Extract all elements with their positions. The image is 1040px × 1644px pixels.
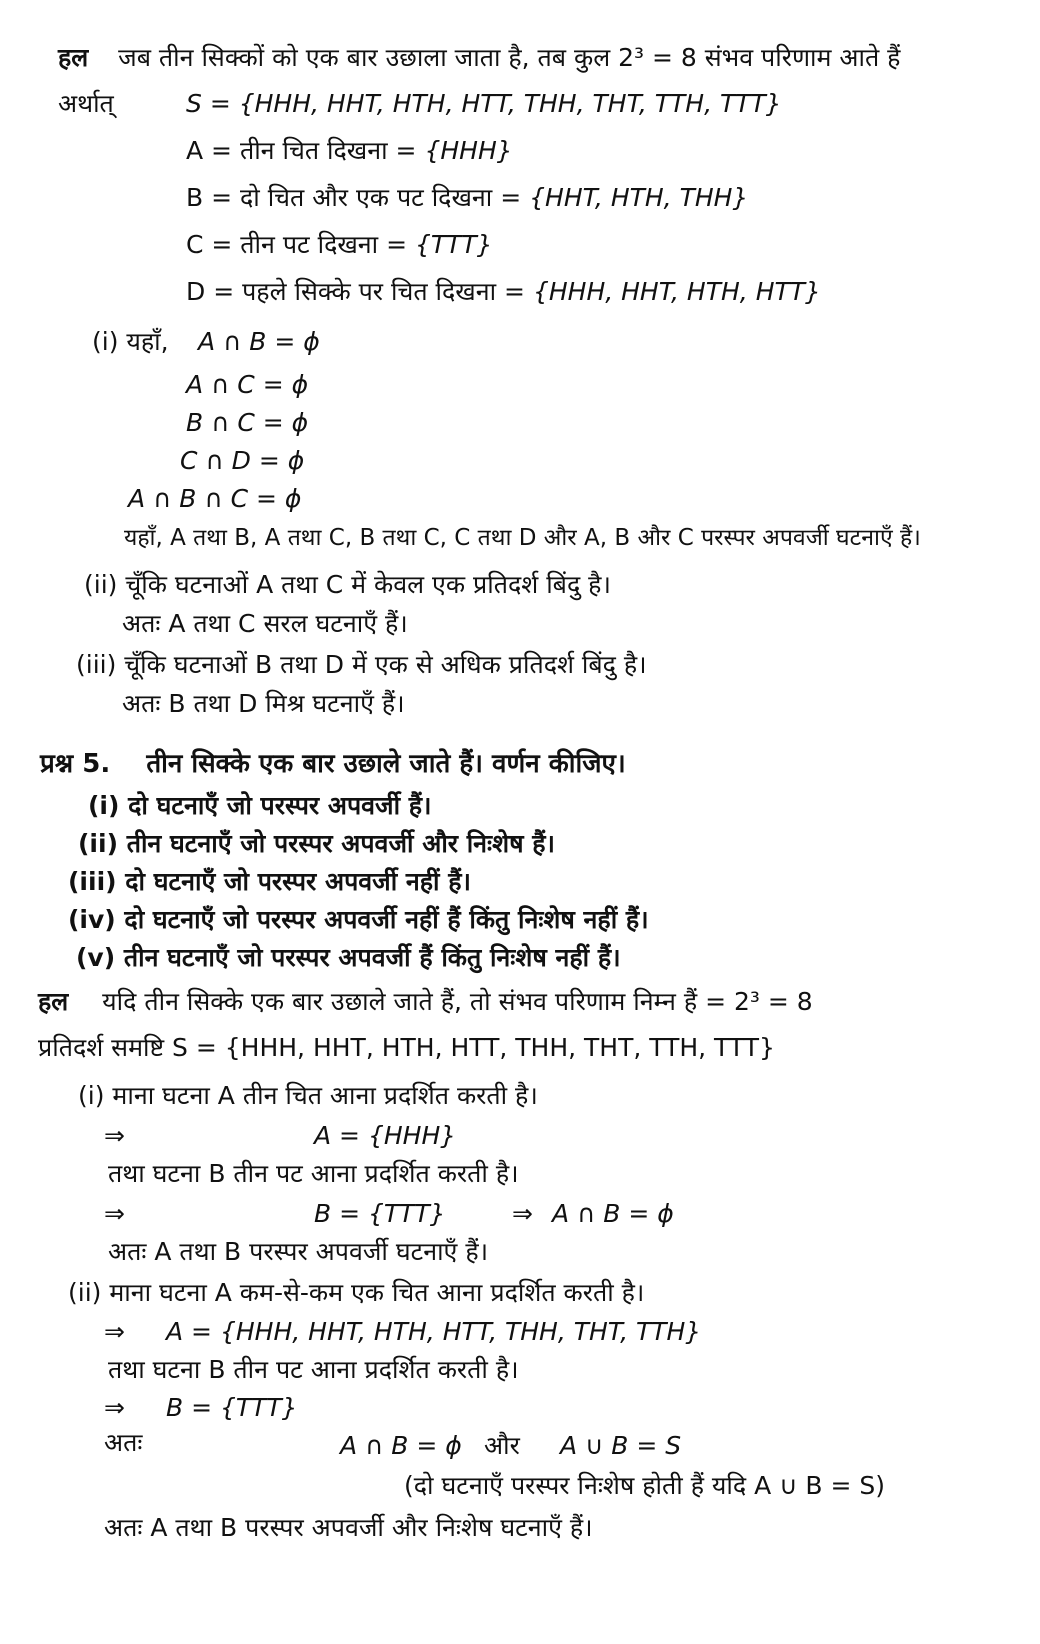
event-D-label: D = पहले सिक्के पर चित दिखना bbox=[186, 277, 497, 306]
intersection-AB: A ∩ B = ϕ bbox=[198, 327, 320, 356]
intersection-CD: C ∩ D = ϕ bbox=[180, 446, 305, 475]
sample-space-line: प्रतिदर्श समष्टि S = {HHH, HHT, HTH, HTT, THH, THT, TTH, TTT} bbox=[38, 1033, 775, 1062]
arthat-label: अर्थात् bbox=[58, 89, 114, 118]
sol-i-AB-intersection: A ∩ B = ϕ bbox=[552, 1199, 674, 1228]
implies-arrow: ⇒ bbox=[104, 1199, 125, 1228]
implies-arrow: ⇒ bbox=[104, 1317, 125, 1346]
part-ii-line2: अतः A तथा C सरल घटनाएँ हैं। bbox=[122, 609, 408, 638]
part-iii-line1: (iii) चूँकि घटनाओं B तथा D में एक से अधिक प्रतिदर्श बिंदु है। bbox=[76, 650, 647, 679]
part-i-marker: (i) यहाँ, bbox=[92, 327, 169, 356]
sol-i-conclusion: अतः A तथा B परस्पर अपवर्जी घटनाएँ हैं। bbox=[108, 1237, 489, 1266]
sol-i-B-set: B = {TTT} bbox=[314, 1199, 446, 1228]
event-B-def bbox=[186, 180, 748, 216]
solution-5-intro-line bbox=[38, 984, 813, 1020]
event-B-set: = {HHT, HTH, THH} bbox=[500, 183, 749, 212]
event-D-set: = {HHH, HHT, HTH, HTT} bbox=[504, 277, 821, 306]
part-iii-line2: अतः B तथा D मिश्र घटनाएँ हैं। bbox=[122, 689, 405, 718]
event-C-label: C = तीन पट दिखना bbox=[186, 230, 379, 259]
part-i-conclusion: यहाँ, A तथा B, A तथा C, B तथा C, C तथा D और A, B और C परस्पर अपवर्जी घटनाएँ हैं। bbox=[124, 525, 921, 551]
sol-i-line1: (i) माना घटना A तीन चित आना प्रदर्शित करती है। bbox=[78, 1081, 538, 1110]
solution-intro-line bbox=[58, 40, 900, 76]
event-C-def bbox=[186, 227, 493, 263]
sol-ii-AB-union: A ∪ B = S bbox=[560, 1431, 682, 1460]
implies-arrow: ⇒ bbox=[104, 1121, 125, 1150]
event-A-def bbox=[186, 133, 513, 169]
intersection-AC: A ∩ C = ϕ bbox=[186, 370, 309, 399]
sol-ii-line2: तथा घटना B तीन पट आना प्रदर्शित करती है। bbox=[108, 1355, 519, 1384]
sol-ii-A-set: A = {HHH, HHT, HTH, HTT, THH, THT, TTH} bbox=[166, 1317, 702, 1346]
question-5-text: तीन सिक्के एक बार उछाले जाते हैं। वर्णन कीजिए। bbox=[146, 749, 626, 779]
sample-space-S: S = {HHH, HHT, HTH, HTT, THH, THT, TTH, TTT} bbox=[186, 89, 782, 118]
aur-label: और bbox=[484, 1431, 520, 1460]
hal-label: हल bbox=[58, 43, 89, 72]
solution-5-intro: यदि तीन सिक्के एक बार उछाले जाते हैं, तो संभव परिणाम निम्न हैं = 2³ = 8 bbox=[102, 987, 813, 1016]
implies-arrow: ⇒ bbox=[512, 1199, 533, 1228]
event-D-def bbox=[186, 274, 821, 310]
question-5-item-iii: (iii) दो घटनाएँ जो परस्पर अपवर्जी नहीं हैं। bbox=[68, 867, 471, 896]
question-5-item-v: (v) तीन घटनाएँ जो परस्पर अपवर्जी हैं किंतु निःशेष नहीं हैं। bbox=[76, 943, 621, 972]
intersection-BC: B ∩ C = ϕ bbox=[186, 408, 309, 437]
intro-text: जब तीन सिक्कों को एक बार उछाला जाता है, तब कुल 2³ = 8 संभव परिणाम आते हैं bbox=[118, 43, 901, 72]
hal-label-2: हल bbox=[38, 987, 69, 1016]
sol-i-line2: तथा घटना B तीन पट आना प्रदर्शित करती है। bbox=[108, 1159, 519, 1188]
sol-ii-line1: (ii) माना घटना A कम-से-कम एक चित आना प्रदर्शित करती है। bbox=[68, 1278, 645, 1307]
question-5-item-ii: (ii) तीन घटनाएँ जो परस्पर अपवर्जी और निःशेष हैं। bbox=[78, 829, 555, 858]
sol-ii-conclusion: अतः A तथा B परस्पर अपवर्जी और निःशेष घटनाएँ हैं। bbox=[104, 1513, 593, 1542]
part-ii-line1: (ii) चूँकि घटनाओं A तथा C में केवल एक प्रतिदर्श बिंदु है। bbox=[84, 570, 611, 599]
sol-i-A-set: A = {HHH} bbox=[314, 1121, 457, 1150]
atah-label: अतः bbox=[104, 1428, 143, 1457]
question-5-item-i: (i) दो घटनाएँ जो परस्पर अपवर्जी हैं। bbox=[88, 791, 432, 820]
question-5-item-iv: (iv) दो घटनाएँ जो परस्पर अपवर्जी नहीं हैं किंतु निःशेष नहीं हैं। bbox=[68, 905, 649, 934]
sol-ii-B-set: B = {TTT} bbox=[166, 1393, 298, 1422]
implies-arrow: ⇒ bbox=[104, 1393, 125, 1422]
event-A-set: = {HHH} bbox=[395, 136, 513, 165]
question-5-label: प्रश्न 5. bbox=[40, 749, 111, 779]
event-A-label: A = तीन चित दिखना bbox=[186, 136, 388, 165]
sol-ii-note: (दो घटनाएँ परस्पर निःशेष होती हैं यदि A ∪ B = S) bbox=[404, 1471, 886, 1500]
sol-ii-AB-intersection: A ∩ B = ϕ bbox=[340, 1431, 462, 1460]
question-5-line bbox=[40, 746, 626, 782]
event-C-set: = {TTT} bbox=[386, 230, 493, 259]
intersection-ABC: A ∩ B ∩ C = ϕ bbox=[128, 484, 302, 513]
event-B-label: B = दो चित और एक पट दिखना bbox=[186, 183, 493, 212]
